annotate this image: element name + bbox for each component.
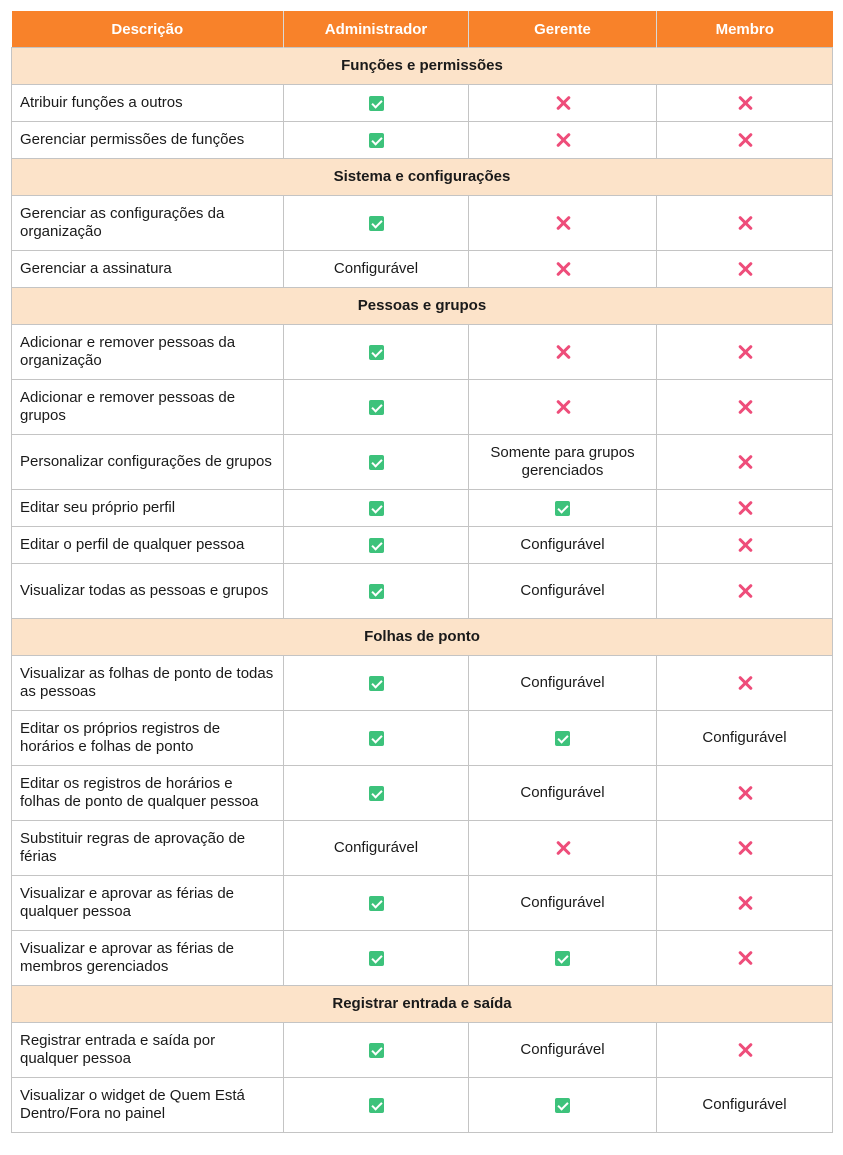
cross-icon: [737, 675, 753, 691]
cell-membro: [657, 821, 833, 876]
cell-gerente: Configurável: [469, 766, 657, 821]
cell-membro: [657, 85, 833, 122]
cell-gerente: Configurável: [469, 656, 657, 711]
cell-membro: [657, 196, 833, 251]
cell-administrador: [284, 931, 469, 986]
cross-icon: [737, 537, 753, 553]
cell-administrador: [284, 196, 469, 251]
cell-membro: [657, 527, 833, 564]
check-icon: [369, 501, 384, 516]
check-icon: [555, 731, 570, 746]
cell-gerente: [469, 821, 657, 876]
section-row: [12, 48, 833, 85]
cell-membro: [657, 1023, 833, 1078]
cross-icon: [555, 344, 571, 360]
cell-gerente: [469, 490, 657, 527]
table-row: [12, 876, 833, 931]
header-membro: Membro: [657, 11, 833, 48]
permission-description: Visualizar as folhas de ponto de todas as pessoas: [12, 656, 284, 711]
section-title: Pessoas e grupos: [12, 288, 833, 325]
permission-description: Gerenciar as configurações da organização: [12, 196, 284, 251]
check-icon: [369, 133, 384, 148]
cell-administrador: [284, 325, 469, 380]
cell-membro: [657, 490, 833, 527]
check-icon: [369, 455, 384, 470]
cell-gerente: [469, 931, 657, 986]
check-icon: [369, 400, 384, 415]
cell-administrador: [284, 85, 469, 122]
section-row: [12, 159, 833, 196]
cell-gerente: Configurável: [469, 564, 657, 619]
section-title: Sistema e configurações: [12, 159, 833, 196]
cross-icon: [737, 215, 753, 231]
check-icon: [369, 896, 384, 911]
cross-icon: [555, 215, 571, 231]
cell-membro: [657, 380, 833, 435]
header-administrador: Administrador: [284, 11, 469, 48]
cell-administrador: [284, 564, 469, 619]
cell-membro: [657, 251, 833, 288]
cross-icon: [737, 454, 753, 470]
check-icon: [369, 96, 384, 111]
cell-membro: [657, 876, 833, 931]
permission-description: Visualizar e aprovar as férias de qualquer pessoa: [12, 876, 284, 931]
cross-icon: [555, 132, 571, 148]
cell-administrador: [284, 435, 469, 490]
cell-gerente: Somente para grupos gerenciados: [469, 435, 657, 490]
table-row: [12, 122, 833, 159]
check-icon: [369, 538, 384, 553]
cell-administrador: Configurável: [284, 251, 469, 288]
cross-icon: [737, 1042, 753, 1058]
table-row: [12, 1078, 833, 1133]
permission-description: Gerenciar a assinatura: [12, 251, 284, 288]
cross-icon: [737, 840, 753, 856]
table-body: [12, 48, 833, 1133]
table-row: [12, 564, 833, 619]
section-title: Registrar entrada e saída: [12, 986, 833, 1023]
table-row: [12, 490, 833, 527]
permission-description: Adicionar e remover pessoas de grupos: [12, 380, 284, 435]
table-row: [12, 1023, 833, 1078]
cell-membro: [657, 766, 833, 821]
cross-icon: [737, 261, 753, 277]
permission-description: Editar seu próprio perfil: [12, 490, 284, 527]
cell-gerente: [469, 325, 657, 380]
check-icon: [369, 951, 384, 966]
cell-gerente: [469, 380, 657, 435]
cell-gerente: [469, 711, 657, 766]
cell-membro: [657, 564, 833, 619]
cross-icon: [737, 895, 753, 911]
cross-icon: [555, 399, 571, 415]
permission-description: Adicionar e remover pessoas da organização: [12, 325, 284, 380]
cell-gerente: [469, 1078, 657, 1133]
cell-administrador: [284, 527, 469, 564]
cell-membro: [657, 122, 833, 159]
permission-description: Substituir regras de aprovação de férias: [12, 821, 284, 876]
check-icon: [369, 676, 384, 691]
cell-administrador: [284, 122, 469, 159]
cell-membro: [657, 931, 833, 986]
table-row: [12, 931, 833, 986]
table-row: [12, 380, 833, 435]
table-row: [12, 711, 833, 766]
cell-gerente: [469, 251, 657, 288]
cell-membro: Configurável: [657, 1078, 833, 1133]
check-icon: [369, 216, 384, 231]
cell-administrador: [284, 876, 469, 931]
section-title: Funções e permissões: [12, 48, 833, 85]
table-row: [12, 196, 833, 251]
table-row: [12, 656, 833, 711]
check-icon: [555, 1098, 570, 1113]
cross-icon: [737, 132, 753, 148]
section-title: Folhas de ponto: [12, 619, 833, 656]
permission-description: Gerenciar permissões de funções: [12, 122, 284, 159]
section-row: [12, 619, 833, 656]
cell-gerente: [469, 85, 657, 122]
cell-administrador: [284, 766, 469, 821]
check-icon: [369, 345, 384, 360]
cross-icon: [737, 583, 753, 599]
permission-description: Visualizar e aprovar as férias de membros gerenciados: [12, 931, 284, 986]
header-gerente: Gerente: [469, 11, 657, 48]
cell-administrador: [284, 656, 469, 711]
section-row: [12, 986, 833, 1023]
cell-membro: [657, 435, 833, 490]
permission-description: Editar os próprios registros de horários e folhas de ponto: [12, 711, 284, 766]
cell-membro: Configurável: [657, 711, 833, 766]
cross-icon: [737, 344, 753, 360]
cross-icon: [555, 840, 571, 856]
cross-icon: [737, 500, 753, 516]
table-row: [12, 821, 833, 876]
check-icon: [555, 951, 570, 966]
cell-gerente: Configurável: [469, 1023, 657, 1078]
cross-icon: [737, 95, 753, 111]
permission-description: Editar o perfil de qualquer pessoa: [12, 527, 284, 564]
cell-administrador: [284, 490, 469, 527]
cross-icon: [555, 95, 571, 111]
cell-administrador: [284, 380, 469, 435]
table-row: [12, 325, 833, 380]
permission-description: Personalizar configurações de grupos: [12, 435, 284, 490]
check-icon: [369, 786, 384, 801]
cell-gerente: Configurável: [469, 876, 657, 931]
header-description: Descrição: [12, 11, 284, 48]
permission-description: Visualizar o widget de Quem Está Dentro/Fora no painel: [12, 1078, 284, 1133]
table-row: [12, 527, 833, 564]
section-row: [12, 288, 833, 325]
cell-membro: [657, 656, 833, 711]
cell-gerente: [469, 196, 657, 251]
header-row: [12, 11, 833, 48]
cross-icon: [737, 785, 753, 801]
table-row: [12, 251, 833, 288]
cell-gerente: [469, 122, 657, 159]
cell-membro: [657, 325, 833, 380]
table-row: [12, 85, 833, 122]
check-icon: [369, 584, 384, 599]
table-row: [12, 435, 833, 490]
check-icon: [369, 1043, 384, 1058]
table-row: [12, 766, 833, 821]
permissions-table: [11, 11, 833, 1133]
cell-administrador: [284, 1023, 469, 1078]
cell-administrador: [284, 1078, 469, 1133]
check-icon: [369, 1098, 384, 1113]
cell-administrador: [284, 711, 469, 766]
cross-icon: [737, 399, 753, 415]
permission-description: Visualizar todas as pessoas e grupos: [12, 564, 284, 619]
permission-description: Registrar entrada e saída por qualquer pessoa: [12, 1023, 284, 1078]
cross-icon: [737, 950, 753, 966]
check-icon: [369, 731, 384, 746]
cross-icon: [555, 261, 571, 277]
check-icon: [555, 501, 570, 516]
permission-description: Atribuir funções a outros: [12, 85, 284, 122]
permission-description: Editar os registros de horários e folhas de ponto de qualquer pessoa: [12, 766, 284, 821]
cell-administrador: Configurável: [284, 821, 469, 876]
cell-gerente: Configurável: [469, 527, 657, 564]
